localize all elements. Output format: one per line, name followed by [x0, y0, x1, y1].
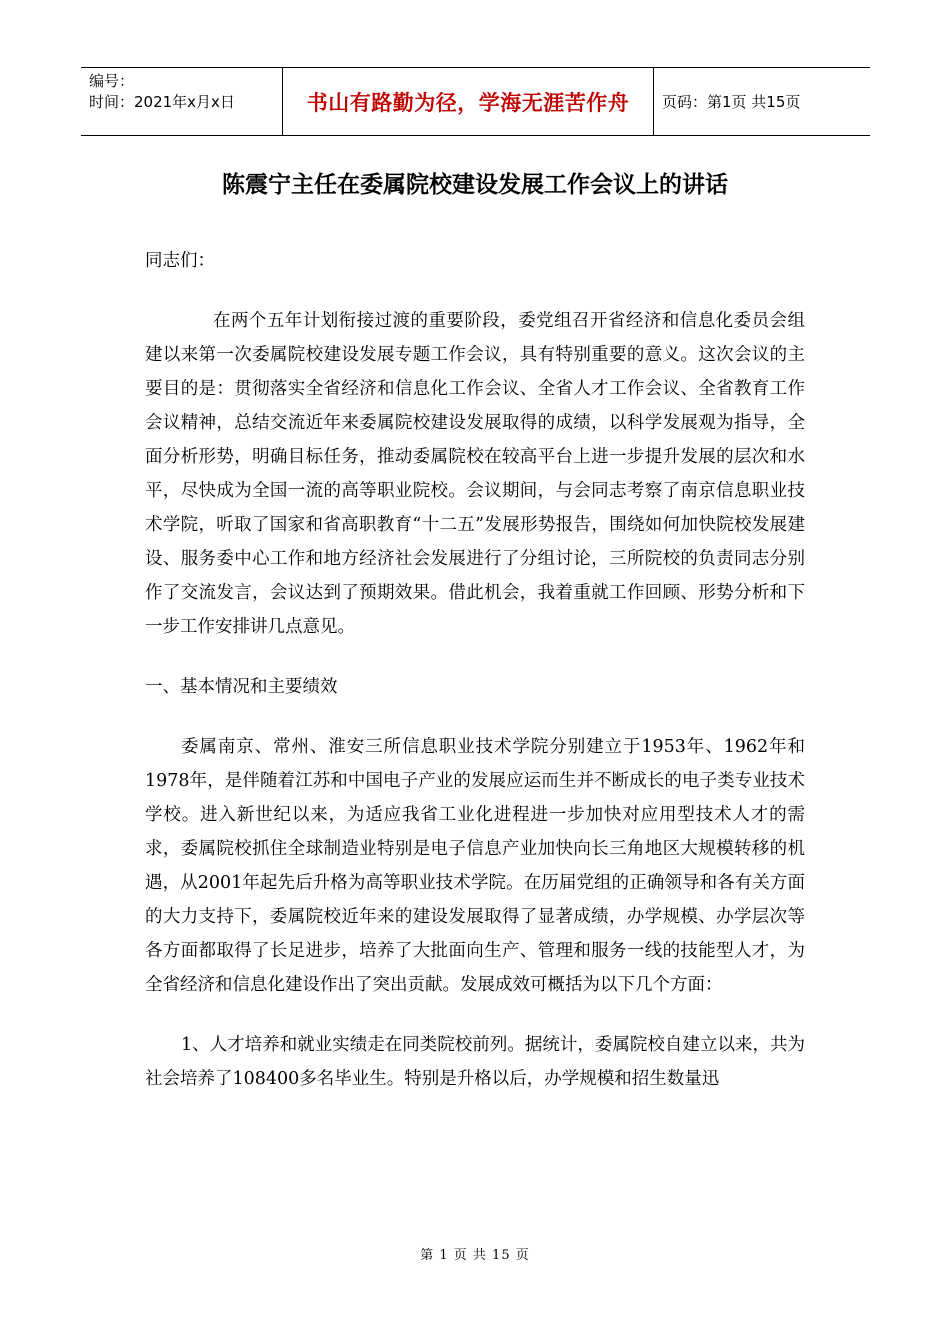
header-page-info: 页码：第1页 共15页	[662, 93, 801, 111]
document-body	[145, 244, 805, 1122]
salutation: 同志们：	[145, 251, 215, 271]
paragraph-intro: 在两个五年计划衔接过渡的重要阶段，委党组召开省经济和信息化委员会组建以来第一次委属院校建设发展专题工作会议，具有特别重要的意义。这次会议的主要目的是：贯彻落实全省经济和信息化工作会议、全省人才工作会议、全省教育工作会议精神，总结交流近年来委属院校建设发展取得的成绩，以科学发展观为指导，全面分析形势，明确目标任务，推动委属院校在较高平台上进一步提升发展的层次和水平，尽快成为全国一流的高等职业院校。会议期间，与会同志考察了南京信息职业技术学院，听取了国家和省高职教育“十二五”发展形势报告，围绕如何加快院校发展建设、服务委中心工作和地方经济社会发展进行了分组讨论，三所院校的负责同志分别作了交流发言，会议达到了预期效果。借此机会，我着重就工作回顾、形势分析和下一步工作安排讲几点意见。	[145, 311, 805, 637]
page-footer: 第 1 页 共 15 页	[420, 1248, 530, 1263]
section-heading: 一、基本情况和主要绩效	[145, 677, 338, 697]
paragraph-point-1: 1、人才培养和就业实绩走在同类院校前列。据统计，委属院校自建立以来，共为社会培养了108400多名毕业生。特别是升格以后，办学规模和招生数量迅	[145, 1035, 805, 1089]
paragraph-overview: 委属南京、常州、淮安三所信息职业技术学院分别建立于1953年、1962年和1978年，是伴随着江苏和中国电子产业的发展应运而生并不断成长的电子类专业技术学校。进入新世纪以来，为适应我省工业化进程进一步加快对应用型技术人才的需求，委属院校抓住全球制造业特别是电子信息产业加快向长三角地区大规模转移的机遇，从2001年起先后升格为高等职业技术学院。在历届党组的正确领导和各有关方面的大力支持下，委属院校近年来的建设发展取得了显著成绩，办学规模、办学层次等各方面都取得了长足进步，培养了大批面向生产、管理和服务一线的技能型人才，为全省经济和信息化建设作出了突出贡献。发展成效可概括为以下几个方面：	[145, 737, 805, 995]
header-motto: 书山有路勤为径，学海无涯苦作舟	[282, 68, 654, 135]
number-label: 编号：	[89, 72, 135, 90]
header-meta	[81, 68, 282, 135]
document-header	[81, 67, 870, 136]
time-label: 时间：2021年x月x日	[89, 93, 235, 111]
document-title: 陈震宁主任在委属院校建设发展工作会议上的讲话	[222, 172, 728, 198]
